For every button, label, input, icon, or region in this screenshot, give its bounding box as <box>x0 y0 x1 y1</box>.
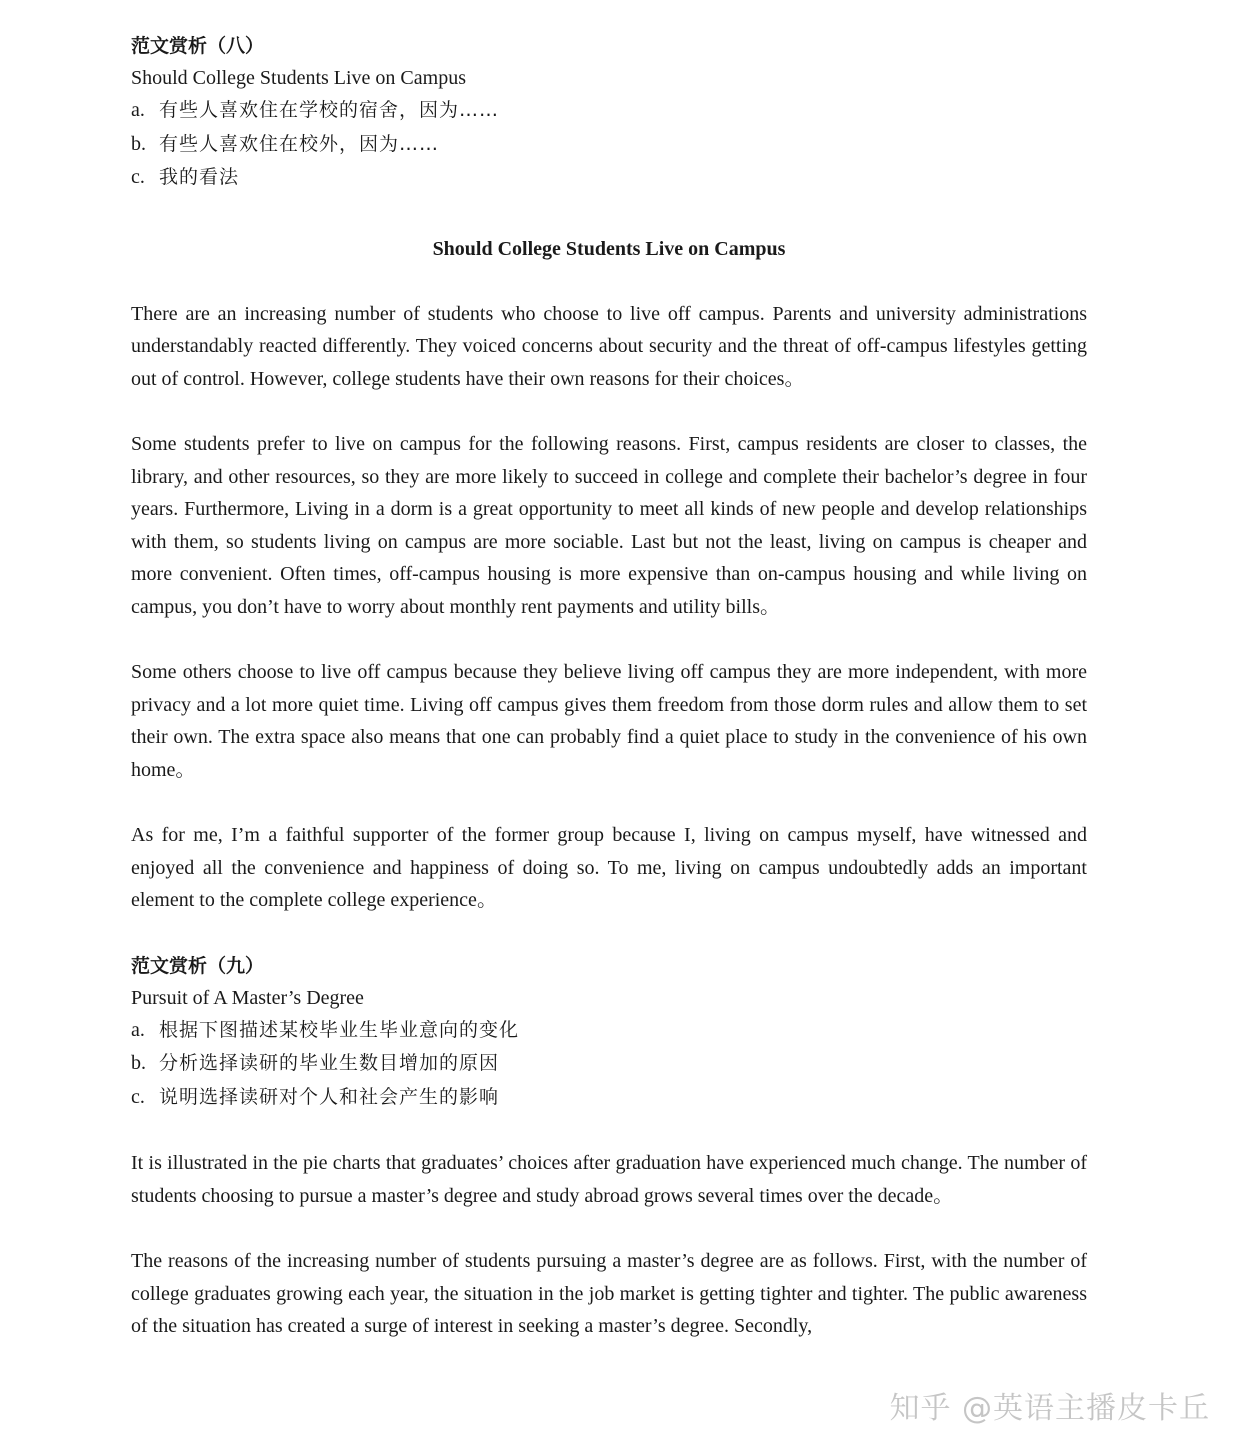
prompt-label: b. <box>131 1052 146 1074</box>
section-8-title: Should College Students Live on Campus <box>131 67 466 89</box>
prompt-text: 根据下图描述某校毕业生毕业意向的变化 <box>159 1018 520 1041</box>
watermark: 知乎 @英语主播皮卡丘 <box>889 1391 1210 1426</box>
prompt-item <box>131 128 1087 162</box>
essay-paragraph: It is illustrated in the pie charts that graduates’ choices after graduation have experienced much change. The number of students choosing to pursue a master’s degree and study abroad grows several times over the decade。 <box>131 1152 1087 1207</box>
essay-paragraph: Some others choose to live off campus because they believe living off campus they are more independent, with more privacy and a lot more quiet time. Living off campus gives them freedom from those dorm rules and allow them to set their own. The extra space also means that one can probably find a quiet place to study in the convenience of his own home。 <box>131 661 1087 781</box>
prompt-label: b. <box>131 132 146 155</box>
prompt-label: c. <box>131 1085 145 1108</box>
essay-paragraph: The reasons of the increasing number of students pursuing a master’s degree are as follows. First, with the number of college graduates growing each year, the situation in the job market is getting tighter and tighter. The public awareness of the situation has created a surge of interest in seeking a master’s degree. Secondly, <box>131 1250 1087 1337</box>
essay-paragraph: There are an increasing number of students who choose to live off campus. Parents and university administrations understandably reacted differently. They voiced concerns about security and the threat of off-campus lifestyles getting out of control. However, college students have their own reasons for their choices。 <box>131 302 1087 390</box>
prompt-text: 我的看法 <box>159 166 240 188</box>
prompt-item <box>131 1014 1087 1048</box>
prompt-label: a. <box>131 99 145 121</box>
prompt-item <box>131 1047 1087 1081</box>
prompt-text: 分析选择读研的毕业生数目增加的原因 <box>159 1052 500 1074</box>
essay-paragraph: As for me, I’m a faithful supporter of the former group because I, living on campus myself, have witnessed and enjoyed all the convenience and happiness of doing so. To me, living on campus undoubtedly adds an important element to the complete college experience。 <box>131 824 1087 911</box>
prompt-text: 有些人喜欢住在校外，因为…… <box>159 132 440 155</box>
section-8-prompts <box>131 94 1087 195</box>
prompt-text: 有些人喜欢住在学校的宿舍，因为…… <box>159 99 500 121</box>
prompt-text: 说明选择读研对个人和社会产生的影响 <box>159 1085 500 1108</box>
document-page <box>131 30 1087 1343</box>
section-9-heading: 范文赏析（九） <box>131 954 265 977</box>
prompt-item <box>131 161 1087 195</box>
section-8-heading: 范文赏析（八） <box>131 35 265 57</box>
essay-title: Should College Students Live on Campus <box>432 237 786 260</box>
prompt-item <box>131 94 1087 128</box>
section-9-prompts <box>131 1014 1087 1115</box>
prompt-item <box>131 1081 1087 1115</box>
section-9-title: Pursuit of A Master’s Degree <box>131 986 364 1009</box>
prompt-label: c. <box>131 166 145 188</box>
prompt-label: a. <box>131 1018 145 1041</box>
essay-paragraph: Some students prefer to live on campus for the following reasons. First, campus residents are closer to classes, the library, and other resources, so they are more likely to succeed in college and complete their bachelor’s degree in four years. Furthermore, Living in a dorm is a great opportunity to meet all kinds of new people and develop relationships with them, so students living on campus are more sociable. Last but not the least, living on campus is cheaper and more convenient. Often times, off-campus housing is more expensive than on-campus housing and while living on campus, you don’t have to worry about monthly rent payments and utility bills。 <box>131 433 1087 618</box>
